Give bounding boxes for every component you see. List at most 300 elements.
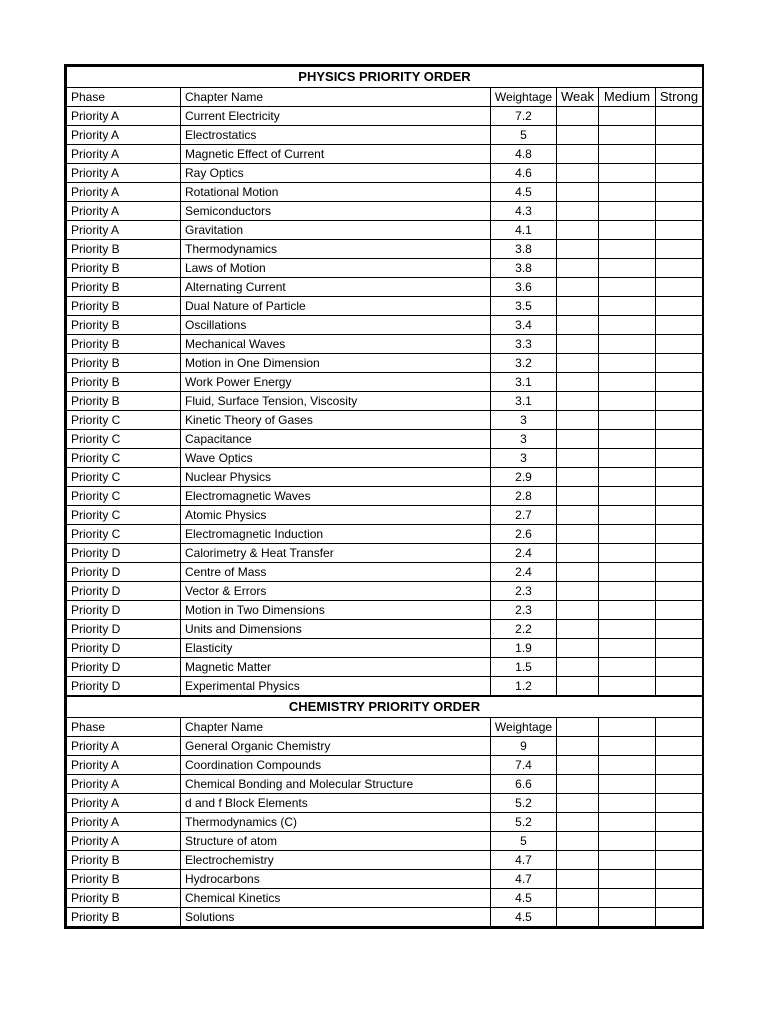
weightage-cell: 3.1 (491, 373, 557, 392)
weak-cell[interactable] (557, 411, 599, 430)
chapter-cell: Atomic Physics (181, 506, 491, 525)
physics-table-row (67, 202, 703, 221)
strong-cell[interactable] (656, 506, 703, 525)
physics-table-row (67, 240, 703, 259)
strong-cell[interactable] (656, 202, 703, 221)
medium-cell[interactable] (599, 221, 656, 240)
strong-cell[interactable] (656, 145, 703, 164)
strong-cell[interactable] (656, 869, 703, 888)
physics-table-row (67, 582, 703, 601)
medium-cell[interactable] (599, 392, 656, 411)
medium-cell[interactable] (599, 449, 656, 468)
chemistry-table-row (67, 907, 703, 926)
weak-cell[interactable] (557, 658, 599, 677)
weak-cell[interactable] (557, 812, 599, 831)
weak-cell[interactable] (557, 888, 599, 907)
strong-cell[interactable] (656, 335, 703, 354)
weightage-cell: 2.7 (491, 506, 557, 525)
chemistry-section-title: CHEMISTRY PRIORITY ORDER (67, 696, 703, 717)
strong-cell[interactable] (656, 736, 703, 755)
weak-cell[interactable] (557, 240, 599, 259)
weightage-cell: 4.5 (491, 907, 557, 926)
chapter-cell: Nuclear Physics (181, 468, 491, 487)
weightage-cell: 3 (491, 411, 557, 430)
weightage-cell: 4.8 (491, 145, 557, 164)
weak-cell[interactable] (557, 221, 599, 240)
physics-table-row (67, 468, 703, 487)
chapter-cell: Oscillations (181, 316, 491, 335)
physics-table-row (67, 126, 703, 145)
medium-cell[interactable] (599, 563, 656, 582)
physics-table-row (67, 601, 703, 620)
phase-cell: Priority B (67, 297, 181, 316)
medium-cell[interactable] (599, 297, 656, 316)
strong-cell[interactable] (656, 755, 703, 774)
phase-cell: Priority A (67, 183, 181, 202)
chemistry-title-row (67, 696, 703, 717)
chapter-cell: Centre of Mass (181, 563, 491, 582)
chapter-cell: Magnetic Matter (181, 658, 491, 677)
phase-cell: Priority B (67, 354, 181, 373)
weightage-cell: 3.8 (491, 259, 557, 278)
weightage-cell: 2.4 (491, 563, 557, 582)
phase-cell: Priority A (67, 202, 181, 221)
physics-section-title: PHYSICS PRIORITY ORDER (67, 67, 703, 88)
weightage-cell: 3.4 (491, 316, 557, 335)
weak-cell[interactable] (557, 620, 599, 639)
medium-cell[interactable] (599, 316, 656, 335)
physics-table-row (67, 316, 703, 335)
weak-cell[interactable] (557, 563, 599, 582)
weightage-cell: 4.1 (491, 221, 557, 240)
chapter-cell: Structure of atom (181, 831, 491, 850)
weak-cell[interactable] (557, 793, 599, 812)
strong-cell[interactable] (656, 850, 703, 869)
chemistry-table-row (67, 812, 703, 831)
weightage-cell: 2.2 (491, 620, 557, 639)
weightage-cell: 3.8 (491, 240, 557, 259)
strong-cell[interactable] (656, 487, 703, 506)
physics-table-row (67, 335, 703, 354)
weak-cell[interactable] (557, 392, 599, 411)
chemistry-chapter-header: Chapter Name (181, 717, 491, 736)
medium-cell[interactable] (599, 869, 656, 888)
phase-cell: Priority D (67, 582, 181, 601)
strong-cell[interactable] (656, 812, 703, 831)
strong-cell[interactable] (656, 468, 703, 487)
chapter-cell: d and f Block Elements (181, 793, 491, 812)
physics-table-row (67, 145, 703, 164)
chapter-cell: Mechanical Waves (181, 335, 491, 354)
weak-cell[interactable] (557, 601, 599, 620)
chapter-cell: Calorimetry & Heat Transfer (181, 544, 491, 563)
strong-cell[interactable] (656, 126, 703, 145)
physics-table-row (67, 677, 703, 697)
chapter-cell: Ray Optics (181, 164, 491, 183)
priority-table (66, 66, 703, 927)
weightage-cell: 4.5 (491, 888, 557, 907)
strong-cell[interactable] (656, 411, 703, 430)
chapter-cell: Electrostatics (181, 126, 491, 145)
weightage-cell: 7.4 (491, 755, 557, 774)
medium-cell[interactable] (599, 430, 656, 449)
physics-strong-header: Strong (656, 88, 703, 107)
weak-cell[interactable] (557, 202, 599, 221)
phase-cell: Priority B (67, 850, 181, 869)
weightage-cell: 5.2 (491, 812, 557, 831)
weak-cell[interactable] (557, 639, 599, 658)
physics-table-row (67, 639, 703, 658)
physics-table-row (67, 392, 703, 411)
medium-cell[interactable] (599, 736, 656, 755)
phase-cell: Priority C (67, 449, 181, 468)
weightage-cell: 1.2 (491, 677, 557, 697)
weightage-cell: 5 (491, 126, 557, 145)
phase-cell: Priority A (67, 812, 181, 831)
chapter-cell: Dual Nature of Particle (181, 297, 491, 316)
phase-cell: Priority A (67, 793, 181, 812)
physics-medium-header: Medium (599, 88, 656, 107)
weak-cell[interactable] (557, 506, 599, 525)
physics-weak-header: Weak (557, 88, 599, 107)
phase-cell: Priority B (67, 240, 181, 259)
weightage-cell: 3.6 (491, 278, 557, 297)
phase-cell: Priority A (67, 126, 181, 145)
weak-cell[interactable] (557, 582, 599, 601)
physics-chapter-header: Chapter Name (181, 88, 491, 107)
phase-cell: Priority C (67, 411, 181, 430)
medium-cell[interactable] (599, 755, 656, 774)
strong-cell[interactable] (656, 888, 703, 907)
phase-cell: Priority A (67, 736, 181, 755)
strong-cell[interactable] (656, 183, 703, 202)
strong-cell[interactable] (656, 164, 703, 183)
chapter-cell: Thermodynamics (181, 240, 491, 259)
chapter-cell: Magnetic Effect of Current (181, 145, 491, 164)
weightage-cell: 4.3 (491, 202, 557, 221)
phase-cell: Priority A (67, 221, 181, 240)
weak-cell[interactable] (557, 164, 599, 183)
strong-cell[interactable] (656, 373, 703, 392)
physics-table-row (67, 544, 703, 563)
chapter-cell: Motion in One Dimension (181, 354, 491, 373)
phase-cell: Priority D (67, 639, 181, 658)
medium-cell[interactable] (599, 525, 656, 544)
weightage-cell: 4.6 (491, 164, 557, 183)
strong-cell[interactable] (656, 316, 703, 335)
phase-cell: Priority B (67, 316, 181, 335)
phase-cell: Priority C (67, 468, 181, 487)
weak-cell[interactable] (557, 850, 599, 869)
chapter-cell: Hydrocarbons (181, 869, 491, 888)
chapter-cell: Chemical Kinetics (181, 888, 491, 907)
phase-cell: Priority B (67, 869, 181, 888)
medium-cell[interactable] (599, 831, 656, 850)
medium-cell[interactable] (599, 582, 656, 601)
medium-cell[interactable] (599, 259, 656, 278)
weak-cell[interactable] (557, 297, 599, 316)
strong-cell[interactable] (656, 544, 703, 563)
chemistry-table-row (67, 755, 703, 774)
weightage-cell: 3.3 (491, 335, 557, 354)
medium-cell[interactable] (599, 335, 656, 354)
physics-table-row (67, 354, 703, 373)
phase-cell: Priority C (67, 430, 181, 449)
medium-cell[interactable] (599, 658, 656, 677)
medium-cell[interactable] (599, 183, 656, 202)
chapter-cell: Alternating Current (181, 278, 491, 297)
chapter-cell: General Organic Chemistry (181, 736, 491, 755)
strong-cell[interactable] (656, 221, 703, 240)
medium-cell[interactable] (599, 639, 656, 658)
chapter-cell: Current Electricity (181, 107, 491, 126)
weightage-cell: 6.6 (491, 774, 557, 793)
chemistry-table-row (67, 888, 703, 907)
weak-cell[interactable] (557, 126, 599, 145)
strong-cell[interactable] (656, 774, 703, 793)
strong-cell[interactable] (656, 107, 703, 126)
medium-cell[interactable] (599, 164, 656, 183)
medium-cell[interactable] (599, 278, 656, 297)
medium-cell[interactable] (599, 506, 656, 525)
strong-cell[interactable] (656, 620, 703, 639)
medium-cell[interactable] (599, 202, 656, 221)
medium-cell[interactable] (599, 468, 656, 487)
weightage-cell: 7.2 (491, 107, 557, 126)
weak-cell[interactable] (557, 316, 599, 335)
weightage-cell: 5 (491, 831, 557, 850)
weightage-cell: 5.2 (491, 793, 557, 812)
medium-cell[interactable] (599, 774, 656, 793)
strong-cell[interactable] (656, 354, 703, 373)
chapter-cell: Thermodynamics (C) (181, 812, 491, 831)
chemistry-table-row (67, 831, 703, 850)
weightage-cell: 9 (491, 736, 557, 755)
phase-cell: Priority C (67, 525, 181, 544)
medium-cell[interactable] (599, 677, 656, 697)
chapter-cell: Work Power Energy (181, 373, 491, 392)
chapter-cell: Laws of Motion (181, 259, 491, 278)
phase-cell: Priority D (67, 544, 181, 563)
weightage-cell: 3.5 (491, 297, 557, 316)
weak-cell[interactable] (557, 487, 599, 506)
physics-table-row (67, 563, 703, 582)
weightage-cell: 4.5 (491, 183, 557, 202)
weak-cell[interactable] (557, 468, 599, 487)
weak-cell[interactable] (557, 544, 599, 563)
physics-table-row (67, 506, 703, 525)
weightage-cell: 2.4 (491, 544, 557, 563)
physics-table-row (67, 164, 703, 183)
phase-cell: Priority A (67, 145, 181, 164)
chapter-cell: Fluid, Surface Tension, Viscosity (181, 392, 491, 411)
weightage-cell: 2.8 (491, 487, 557, 506)
physics-table-row (67, 259, 703, 278)
weak-cell[interactable] (557, 449, 599, 468)
medium-cell[interactable] (599, 411, 656, 430)
weak-cell[interactable] (557, 774, 599, 793)
weak-cell[interactable] (557, 831, 599, 850)
weak-cell[interactable] (557, 145, 599, 164)
weak-cell[interactable] (557, 107, 599, 126)
phase-cell: Priority D (67, 620, 181, 639)
weak-cell[interactable] (557, 869, 599, 888)
strong-cell[interactable] (656, 831, 703, 850)
medium-cell[interactable] (599, 888, 656, 907)
physics-table-row (67, 297, 703, 316)
chemistry-table-row (67, 869, 703, 888)
weak-cell[interactable] (557, 907, 599, 926)
physics-table-row (67, 449, 703, 468)
physics-table-row (67, 221, 703, 240)
weak-cell[interactable] (557, 736, 599, 755)
medium-cell[interactable] (599, 354, 656, 373)
weightage-cell: 2.3 (491, 601, 557, 620)
medium-cell[interactable] (599, 620, 656, 639)
weak-cell[interactable] (557, 525, 599, 544)
phase-cell: Priority D (67, 601, 181, 620)
weightage-cell: 2.9 (491, 468, 557, 487)
strong-cell[interactable] (656, 793, 703, 812)
chapter-cell: Rotational Motion (181, 183, 491, 202)
physics-table-row (67, 411, 703, 430)
phase-cell: Priority B (67, 278, 181, 297)
physics-table-row (67, 658, 703, 677)
chapter-cell: Motion in Two Dimensions (181, 601, 491, 620)
chemistry-table-row (67, 774, 703, 793)
strong-cell[interactable] (656, 525, 703, 544)
phase-cell: Priority D (67, 658, 181, 677)
phase-cell: Priority B (67, 888, 181, 907)
medium-cell[interactable] (599, 145, 656, 164)
chapter-cell: Wave Optics (181, 449, 491, 468)
chemistry-strong-cell[interactable] (656, 717, 703, 736)
weak-cell[interactable] (557, 677, 599, 697)
phase-cell: Priority A (67, 164, 181, 183)
medium-cell[interactable] (599, 850, 656, 869)
weightage-cell: 1.5 (491, 658, 557, 677)
chemistry-table-row (67, 736, 703, 755)
medium-cell[interactable] (599, 544, 656, 563)
phase-cell: Priority C (67, 487, 181, 506)
physics-weightage-header: Weightage (491, 88, 557, 107)
physics-title-row (67, 67, 703, 88)
phase-cell: Priority B (67, 259, 181, 278)
phase-cell: Priority A (67, 107, 181, 126)
chapter-cell: Solutions (181, 907, 491, 926)
strong-cell[interactable] (656, 907, 703, 926)
phase-cell: Priority D (67, 563, 181, 582)
strong-cell[interactable] (656, 297, 703, 316)
weightage-cell: 3.1 (491, 392, 557, 411)
medium-cell[interactable] (599, 487, 656, 506)
physics-table-row (67, 183, 703, 202)
chemistry-medium-cell[interactable] (599, 717, 656, 736)
weightage-cell: 3.2 (491, 354, 557, 373)
chapter-cell: Coordination Compounds (181, 755, 491, 774)
strong-cell[interactable] (656, 259, 703, 278)
weightage-cell: 3 (491, 449, 557, 468)
phase-cell: Priority A (67, 755, 181, 774)
strong-cell[interactable] (656, 449, 703, 468)
weak-cell[interactable] (557, 278, 599, 297)
strong-cell[interactable] (656, 392, 703, 411)
strong-cell[interactable] (656, 563, 703, 582)
chemistry-weightage-header: Weightage (491, 717, 557, 736)
medium-cell[interactable] (599, 812, 656, 831)
physics-table-row (67, 373, 703, 392)
strong-cell[interactable] (656, 601, 703, 620)
physics-table-row (67, 525, 703, 544)
strong-cell[interactable] (656, 639, 703, 658)
chapter-cell: Electrochemistry (181, 850, 491, 869)
chemistry-weak-cell[interactable] (557, 717, 599, 736)
weightage-cell: 1.9 (491, 639, 557, 658)
physics-table-row (67, 487, 703, 506)
strong-cell[interactable] (656, 658, 703, 677)
strong-cell[interactable] (656, 278, 703, 297)
phase-cell: Priority B (67, 335, 181, 354)
physics-table-row (67, 430, 703, 449)
priority-sheet (64, 64, 704, 929)
strong-cell[interactable] (656, 240, 703, 259)
chapter-cell: Gravitation (181, 221, 491, 240)
medium-cell[interactable] (599, 907, 656, 926)
weightage-cell: 2.6 (491, 525, 557, 544)
medium-cell[interactable] (599, 126, 656, 145)
physics-table-row (67, 107, 703, 126)
medium-cell[interactable] (599, 240, 656, 259)
weightage-cell: 4.7 (491, 850, 557, 869)
chapter-cell: Kinetic Theory of Gases (181, 411, 491, 430)
weightage-cell: 2.3 (491, 582, 557, 601)
phase-cell: Priority B (67, 392, 181, 411)
phase-cell: Priority B (67, 907, 181, 926)
weak-cell[interactable] (557, 373, 599, 392)
weak-cell[interactable] (557, 259, 599, 278)
weightage-cell: 3 (491, 430, 557, 449)
physics-phase-header: Phase (67, 88, 181, 107)
strong-cell[interactable] (656, 677, 703, 697)
chemistry-header-row (67, 717, 703, 736)
physics-table-row (67, 620, 703, 639)
phase-cell: Priority A (67, 831, 181, 850)
chapter-cell: Units and Dimensions (181, 620, 491, 639)
weak-cell[interactable] (557, 335, 599, 354)
chapter-cell: Electromagnetic Induction (181, 525, 491, 544)
weak-cell[interactable] (557, 755, 599, 774)
strong-cell[interactable] (656, 430, 703, 449)
medium-cell[interactable] (599, 601, 656, 620)
chapter-cell: Vector & Errors (181, 582, 491, 601)
weightage-cell: 4.7 (491, 869, 557, 888)
chemistry-table-row (67, 850, 703, 869)
chapter-cell: Capacitance (181, 430, 491, 449)
weak-cell[interactable] (557, 354, 599, 373)
medium-cell[interactable] (599, 107, 656, 126)
strong-cell[interactable] (656, 582, 703, 601)
weak-cell[interactable] (557, 430, 599, 449)
chapter-cell: Elasticity (181, 639, 491, 658)
chemistry-table-row (67, 793, 703, 812)
phase-cell: Priority B (67, 373, 181, 392)
chapter-cell: Electromagnetic Waves (181, 487, 491, 506)
medium-cell[interactable] (599, 373, 656, 392)
physics-header-row (67, 88, 703, 107)
medium-cell[interactable] (599, 793, 656, 812)
phase-cell: Priority C (67, 506, 181, 525)
weak-cell[interactable] (557, 183, 599, 202)
